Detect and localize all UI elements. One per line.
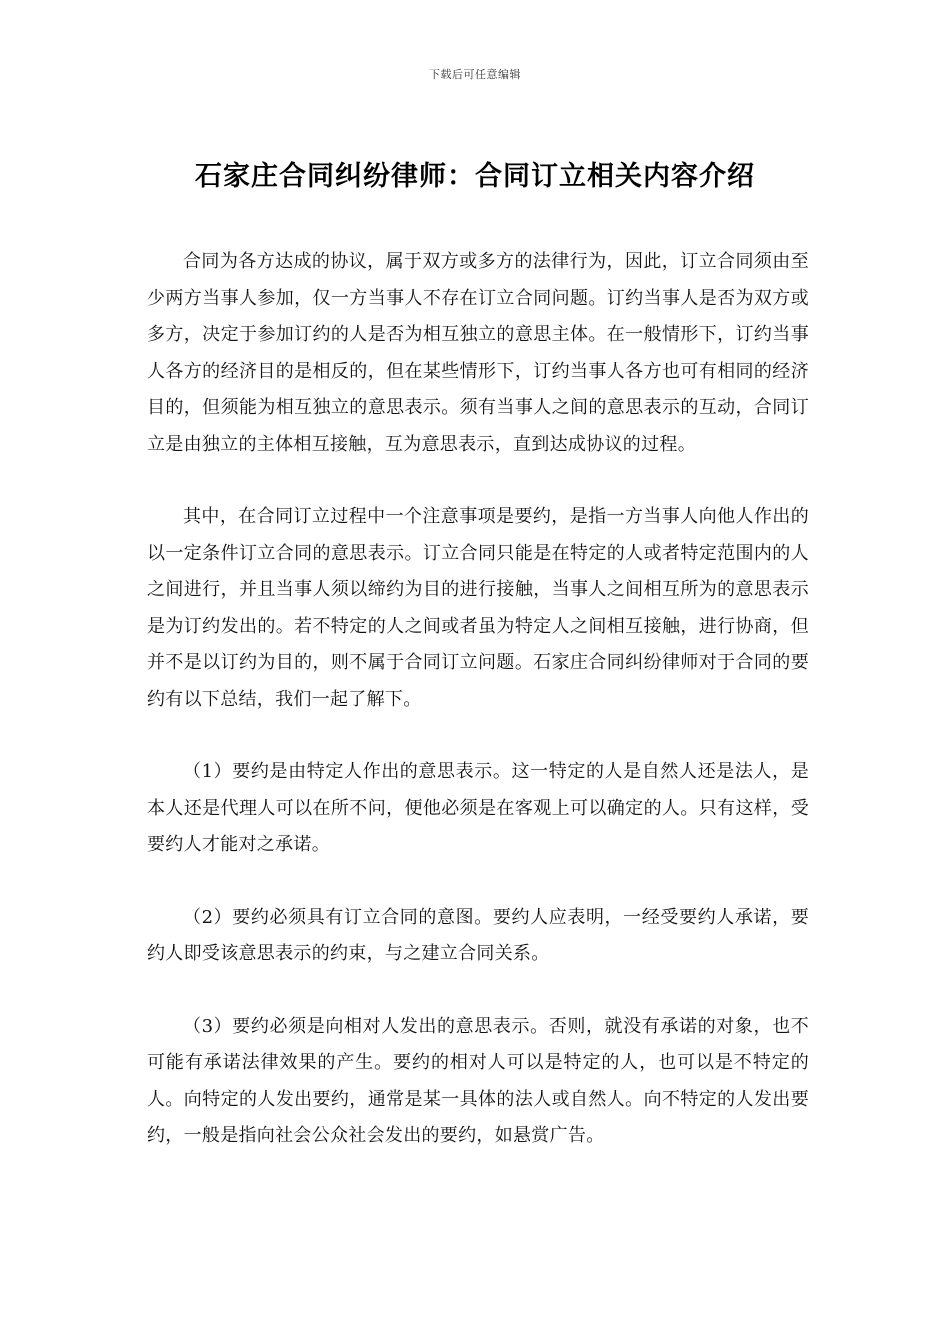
paragraph-point-3: （3）要约必须是向相对人发出的意思表示。否则，就没有承诺的对象，也不可能有承诺法律效果的产生。要约的相对人可以是特定的人，也可以是不特定的人。向特定的人发出要约，通常是某一具体的法人或自然人。向不特定的人发出要约，一般是指向社会公众社会发出的要约，如悬赏广告。	[147, 1015, 809, 1146]
header-note: 下载后可任意编辑	[429, 68, 521, 81]
paragraph-offer-definition: 其中，在合同订立过程中一个注意事项是要约，是指一方当事人向他人作出的以一定条件订立合同的意思表示。订立合同只能是在特定的人或者特定范围内的人之间进行，并且当事人须以缔约为目的进行接触，当事人之间相互所为的意思表示是为订约发出的。若不特定的人之间或者虽为特定人之间相互接触，进行协商，但并不是以订约为目的，则不属于合同订立问题。石家庄合同纠纷律师对于合同的要约有以下总结，我们一起了解下。	[147, 506, 809, 710]
paragraph-point-2: （2）要约必须具有订立合同的意图。要约人应表明，一经受要约人承诺，要约人即受该意思表示的约束，与之建立合同关系。	[147, 906, 809, 964]
paragraph-point-1: （1）要约是由特定人作出的意思表示。这一特定的人是自然人还是法人，是本人还是代理人可以在所不问，便他必须是在客观上可以确定的人。只有这样，受要约人才能对之承诺。	[147, 761, 809, 855]
paragraph-intro: 合同为各方达成的协议，属于双方或多方的法律行为，因此，订立合同须由至少两方当事人参加，仅一方当事人不存在订立合同问题。订约当事人是否为双方或多方，决定于参加订约的人是否为相互独立的意思主体。在一般情形下，订约当事人各方的经济目的是相反的，但在某些情形下，订约当事人各方也可有相同的经济目的，但须能为相互独立的意思表示。须有当事人之间的意思表示的互动，合同订立是由独立的主体相互接触，互为意思表示，直到达成协议的过程。	[147, 251, 809, 455]
page-title: 石家庄合同纠纷律师：合同订立相关内容介绍	[195, 161, 755, 192]
document-body	[147, 244, 809, 1191]
